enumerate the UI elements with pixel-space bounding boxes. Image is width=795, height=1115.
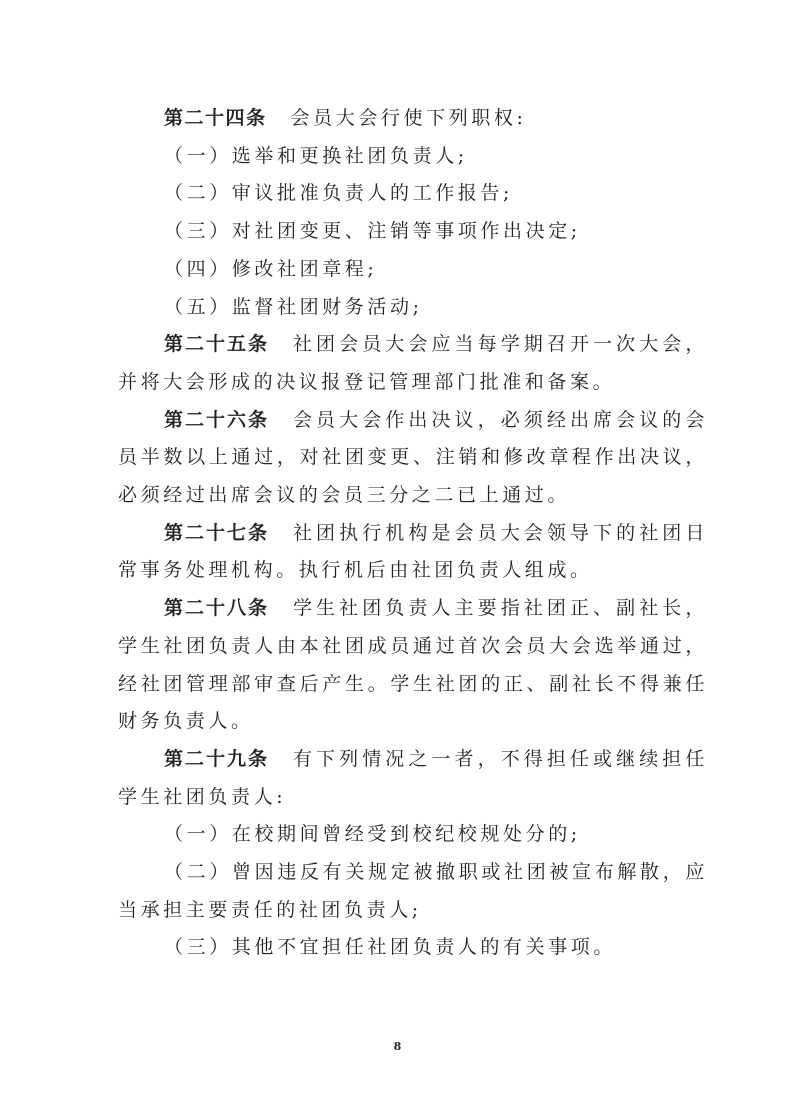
- list-item: [118, 138, 708, 176]
- article-26: [118, 402, 708, 515]
- list-item: [118, 854, 708, 929]
- page-number: 8: [393, 1040, 402, 1053]
- article-29: [118, 741, 708, 816]
- article-text: 学生社团负责人主要指社团正、副社长，学生社团负责人由本社团成员通过首次会员大会选举通过，经社团管理部审查后产生。学生社团的正、副社长不得兼任财务负责人。: [118, 597, 708, 733]
- list-item-text: （三）对社团变更、注销等事项作出决定;: [164, 220, 581, 243]
- list-item-text: （三）其他不宜担任社团负责人的有关事项。: [164, 936, 617, 959]
- list-item-text: （一）选举和更换社团负责人;: [164, 144, 468, 167]
- list-item-text: （四）修改社团章程;: [164, 257, 378, 280]
- article-text: 会员大会行使下列职权:: [290, 107, 527, 129]
- list-item: [118, 251, 708, 289]
- article-27: [118, 515, 708, 590]
- article-text: 会员大会作出决议，必须经出席会议的会员半数以上通过，对社团变更、注销和修改章程作出决议，必须经过出席会议的会员三分之二已上通过。: [118, 408, 708, 507]
- article-number: 第二十六条: [164, 408, 269, 431]
- article-24: [118, 100, 708, 138]
- article-number: 第二十五条: [164, 333, 269, 356]
- list-item: [118, 816, 708, 854]
- list-item-text: （二）曾因违反有关规定被撤职或社团被宣布解散，应当承担主要责任的社团负责人;: [118, 861, 708, 921]
- article-text: 社团会员大会应当每学期召开一次大会，并将大会形成的决议报登记管理部门批准和备案。: [118, 333, 708, 393]
- article-number: 第二十七条: [164, 521, 269, 544]
- list-item: [118, 175, 708, 213]
- article-25: [118, 326, 708, 401]
- list-item-text: （一）在校期间曾经受到校纪校规处分的;: [164, 823, 581, 846]
- article-text: 社团执行机构是会员大会领导下的社团日常事务处理机构。执行机后由社团负责人组成。: [118, 521, 708, 582]
- article-28: [118, 590, 708, 741]
- list-item-text: （五）监督社团财务活动;: [164, 295, 423, 318]
- list-item: [118, 289, 708, 327]
- article-number: 第二十九条: [164, 747, 269, 770]
- article-number: 第二十八条: [164, 597, 269, 620]
- list-item-text: （二）审议批准负责人的工作报告;: [164, 182, 514, 205]
- list-item: [118, 213, 708, 251]
- article-text: 有下列情况之一者，不得担任或继续担任学生社团负责人:: [118, 747, 708, 808]
- article-number: 第二十四条: [164, 107, 267, 129]
- document-body: [118, 100, 708, 967]
- list-item: [118, 929, 708, 967]
